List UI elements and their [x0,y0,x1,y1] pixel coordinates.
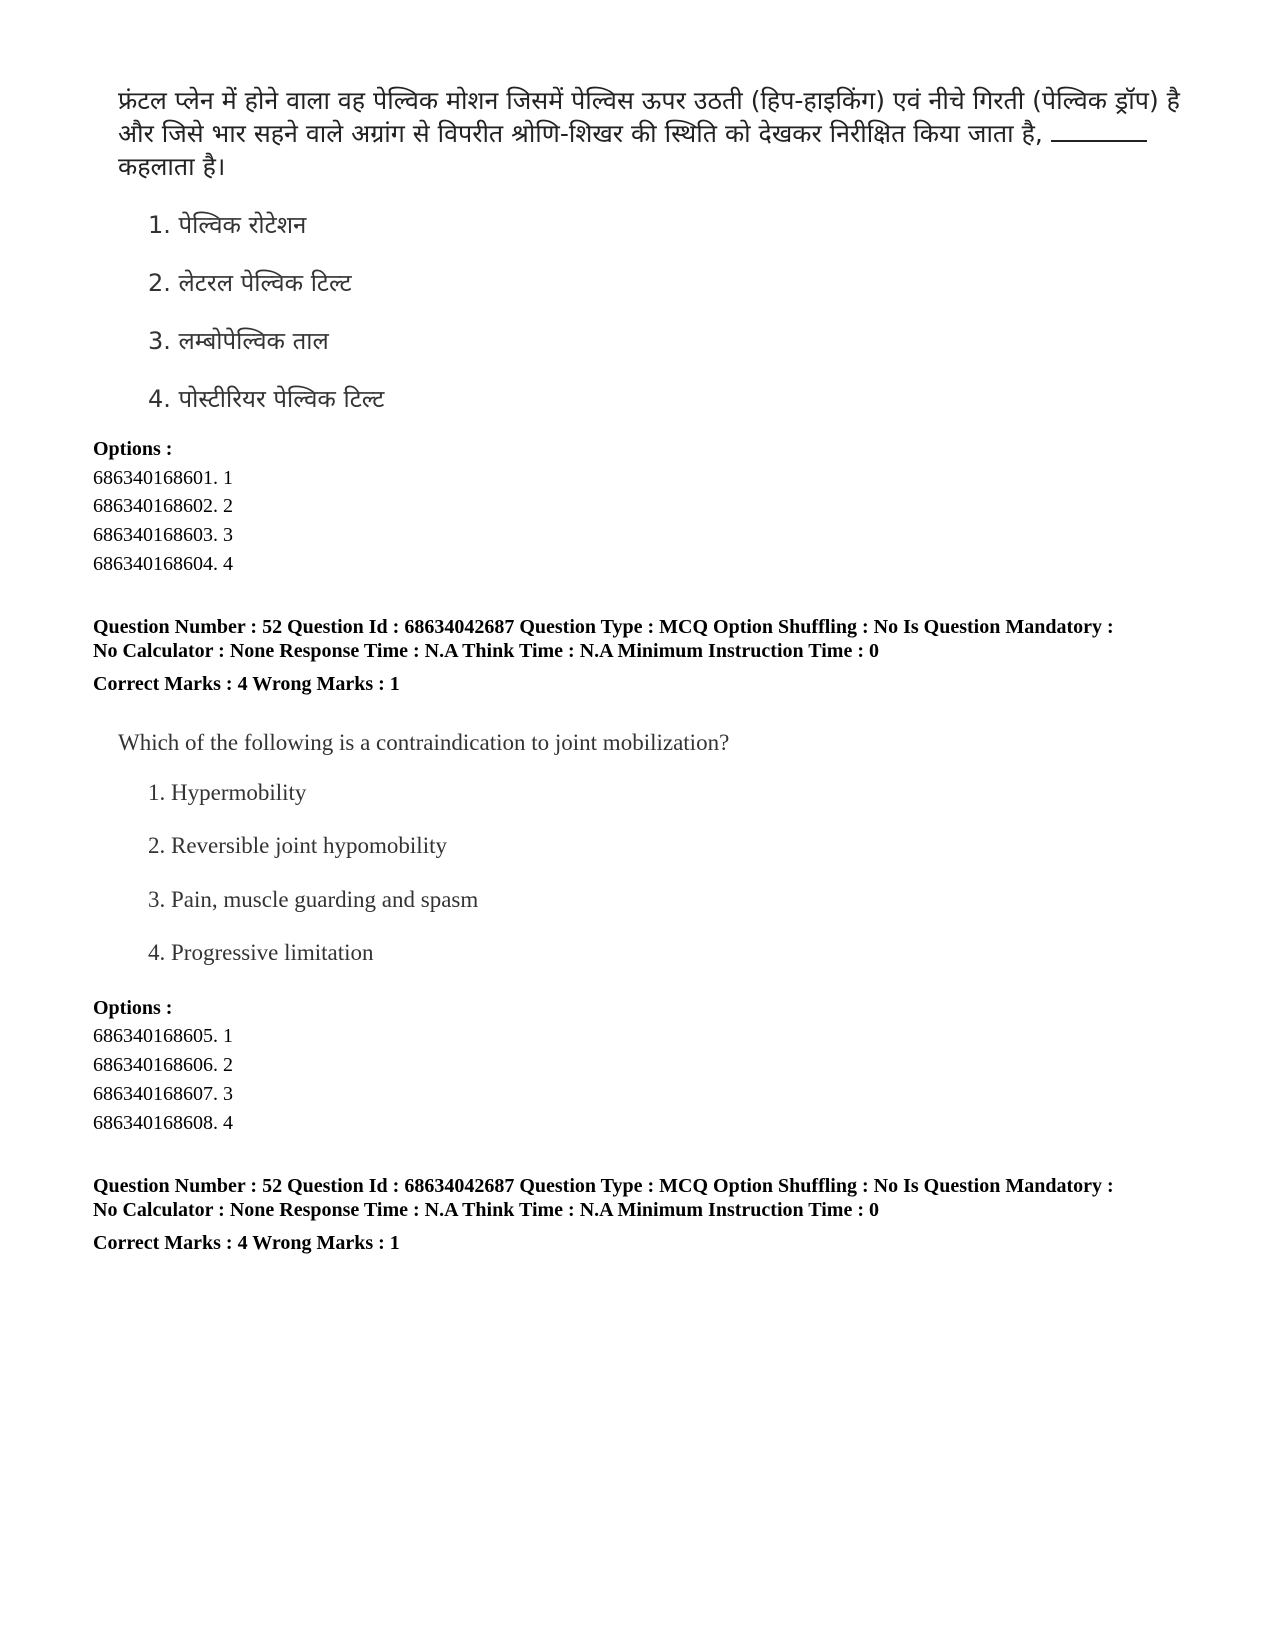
option-id-4: 686340168604. 4 [93,553,233,575]
option-id-2: 686340168602. 2 [93,495,233,517]
options-label: Options : [93,997,173,1019]
question-stem-line-1: फ्रंटल प्लेन में होने वाला वह पेल्विक मोशन जिसमें पेल्विस ऊपर उठती (हिप-हाइकिंग) एवं नीचे गिरती (पेल्विक ड्रॉप) है [118,86,1180,115]
question-meta [93,1174,1203,1222]
question-marks: Correct Marks : 4 Wrong Marks : 1 [93,1232,400,1254]
option-id-2: 686340168606. 2 [93,1054,233,1076]
choice-4: 4. Progressive limitation [148,940,374,965]
question-meta-line-2: No Calculator : None Response Time : N.A Think Time : N.A Minimum Instruction Time : 0 [93,640,879,662]
choice-2: 2. लेटरल पेल्विक टिल्ट [148,269,352,297]
choice-3: 3. लम्बोपेल्विक ताल [148,327,329,355]
option-id-4: 686340168608. 4 [93,1112,233,1134]
question-meta-line-1: Question Number : 52 Question Id : 68634042687 Question Type : MCQ Option Shuffling : No Is Question Mandatory : [93,1175,1114,1197]
choice-2: 2. Reversible joint hypomobility [148,833,447,858]
question-stem-english: Which of the following is a contraindication to joint mobilization? [118,730,730,755]
question-stem-line-2: और जिसे भार सहने वाले अग्रांग से विपरीत श्रोणि-शिखर की स्थिति को देखकर निरीक्षित किया जाता है, [118,117,1198,150]
question-meta [93,615,1203,663]
choice-4: 4. पोस्टीरियर पेल्विक टिल्ट [148,385,385,413]
option-id-1: 686340168601. 1 [93,467,233,489]
option-id-1: 686340168605. 1 [93,1025,233,1047]
question-stem-hindi [118,84,1198,183]
question-marks: Correct Marks : 4 Wrong Marks : 1 [93,673,400,695]
choice-3: 3. Pain, muscle guarding and spasm [148,887,479,912]
choice-1: 1. पेल्विक रोटेशन [148,211,307,239]
question-meta-line-1: Question Number : 52 Question Id : 68634042687 Question Type : MCQ Option Shuffling : No Is Question Mandatory : [93,616,1114,638]
question-meta-line-2: No Calculator : None Response Time : N.A Think Time : N.A Minimum Instruction Time : 0 [93,1199,879,1221]
option-id-3: 686340168607. 3 [93,1083,233,1105]
option-id-3: 686340168603. 3 [93,524,233,546]
options-label: Options : [93,438,173,460]
choice-1: 1. Hypermobility [148,780,307,805]
question-stem-line-3: कहलाता है। [118,152,226,181]
answer-blank [1051,118,1147,142]
